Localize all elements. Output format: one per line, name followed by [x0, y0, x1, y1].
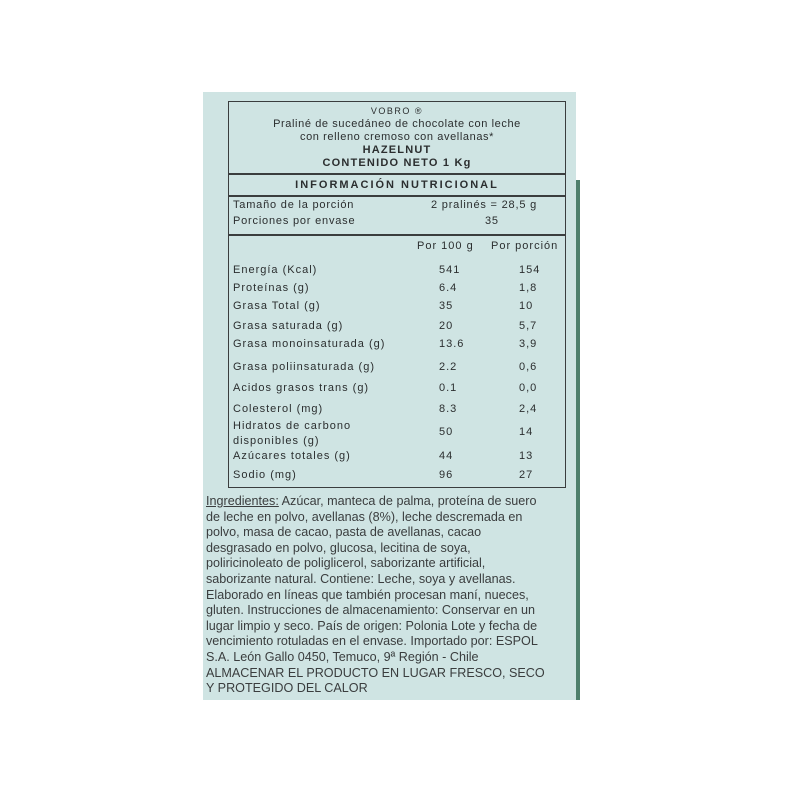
row-value-per-portion: 0,0 [519, 382, 538, 394]
ingredients-line: polvo, masa de cacao, pasta de avellanas, cacao [206, 525, 482, 540]
row-value-per-portion: 0,6 [519, 361, 538, 373]
row-label: Proteínas (g) [233, 282, 310, 294]
row-label: Sodio (mg) [233, 469, 297, 481]
row-value-per-100g: 35 [439, 300, 454, 312]
row-value-per-portion: 14 [519, 426, 534, 438]
row-label: Grasa Total (g) [233, 300, 321, 312]
storage-line: ALMACENAR EL PRODUCTO EN LUGAR FRESCO, SECO [206, 665, 545, 680]
row-label: Azúcares totales (g) [233, 450, 351, 462]
row-label: Grasa saturada (g) [233, 320, 344, 332]
ingredients-line-text: Azúcar, manteca de palma, proteína de suero [278, 494, 537, 508]
portion-size-row [233, 199, 561, 215]
row-value-per-100g: 96 [439, 469, 454, 481]
nutrition-table [228, 235, 566, 488]
row-value-per-100g: 541 [439, 264, 461, 276]
ingredients-line: desgrasado en polvo, glucosa, lecitina de soya, [206, 540, 471, 555]
row-label: Acidos grasos trans (g) [233, 382, 370, 394]
ingredients-line: de leche en polvo, avellanas (8%), leche descremada en [206, 509, 523, 524]
row-label: Grasa monoinsaturada (g) [233, 338, 386, 350]
ingredients-line: S.A. León Gallo 0450, Temuco, 9ª Región - Chile [206, 649, 479, 664]
row-value-per-100g: 0.1 [439, 382, 458, 394]
row-value-per-portion: 3,9 [519, 338, 538, 350]
row-label: Grasa poliinsaturada (g) [233, 361, 376, 373]
row-value-per-portion: 5,7 [519, 320, 538, 332]
row-value-per-portion: 27 [519, 469, 534, 481]
row-label: Hidratos de carbono [233, 420, 352, 432]
row-value-per-100g: 20 [439, 320, 454, 332]
ingredients-line: Elaborado en líneas que también procesan maní, nueces, [206, 587, 529, 602]
servings-row [233, 215, 561, 231]
ingredients-line: gluten. Instrucciones de almacenamiento: Conservar en un [206, 603, 536, 618]
ingredients-line-1 [206, 494, 578, 510]
portion-size-value: 2 pralinés = 28,5 g [431, 199, 538, 211]
servings-value: 35 [485, 215, 499, 227]
product-description-line-2: con relleno cremoso con avellanas* [299, 131, 495, 143]
row-value-per-portion: 2,4 [519, 403, 538, 415]
row-value-per-portion: 154 [519, 264, 541, 276]
ingredients-line: saborizante natural. Contiene: Leche, soya y avellanas. [206, 571, 516, 586]
row-value-per-100g: 13.6 [439, 338, 465, 350]
brand-name: VOBRO ® [370, 106, 424, 116]
ingredients-line: poliricinoleato de poliglicerol, saborizante artificial, [206, 556, 486, 571]
row-value-per-100g: 8.3 [439, 403, 458, 415]
portion-info [228, 196, 566, 235]
column-header-per-100g: Por 100 g [417, 240, 474, 252]
row-label-continued: disponibles (g) [233, 435, 320, 447]
row-value-per-portion: 13 [519, 450, 534, 462]
servings-label: Porciones por envase [233, 215, 356, 227]
ingredients-line: vencimiento rotuladas en el envase. Importado por: ESPOL [206, 634, 538, 649]
storage-line: Y PROTEGIDO DEL CALOR [206, 681, 368, 696]
product-description-line-1: Praliné de sucedáneo de chocolate con leche [273, 118, 521, 130]
row-value-per-100g: 44 [439, 450, 454, 462]
nutrition-title: INFORMACIÓN NUTRICIONAL [228, 174, 566, 196]
flavor: HAZELNUT [362, 144, 432, 156]
product-header [228, 101, 566, 174]
row-value-per-portion: 1,8 [519, 282, 538, 294]
ingredients-label: Ingredientes: [206, 494, 279, 508]
row-value-per-100g: 50 [439, 426, 454, 438]
row-value-per-portion: 10 [519, 300, 534, 312]
row-label: Energía (Kcal) [233, 264, 318, 276]
row-label: Colesterol (mg) [233, 403, 324, 415]
column-header-per-portion: Por porción [491, 240, 559, 252]
ingredients-line: lugar limpio y seco. País de origen: Polonia Lote y fecha de [206, 618, 538, 633]
portion-size-label: Tamaño de la porción [233, 199, 355, 211]
row-value-per-100g: 6.4 [439, 282, 458, 294]
net-content: CONTENIDO NETO 1 Kg [322, 157, 472, 169]
row-value-per-100g: 2.2 [439, 361, 458, 373]
ingredients-text [206, 494, 578, 697]
